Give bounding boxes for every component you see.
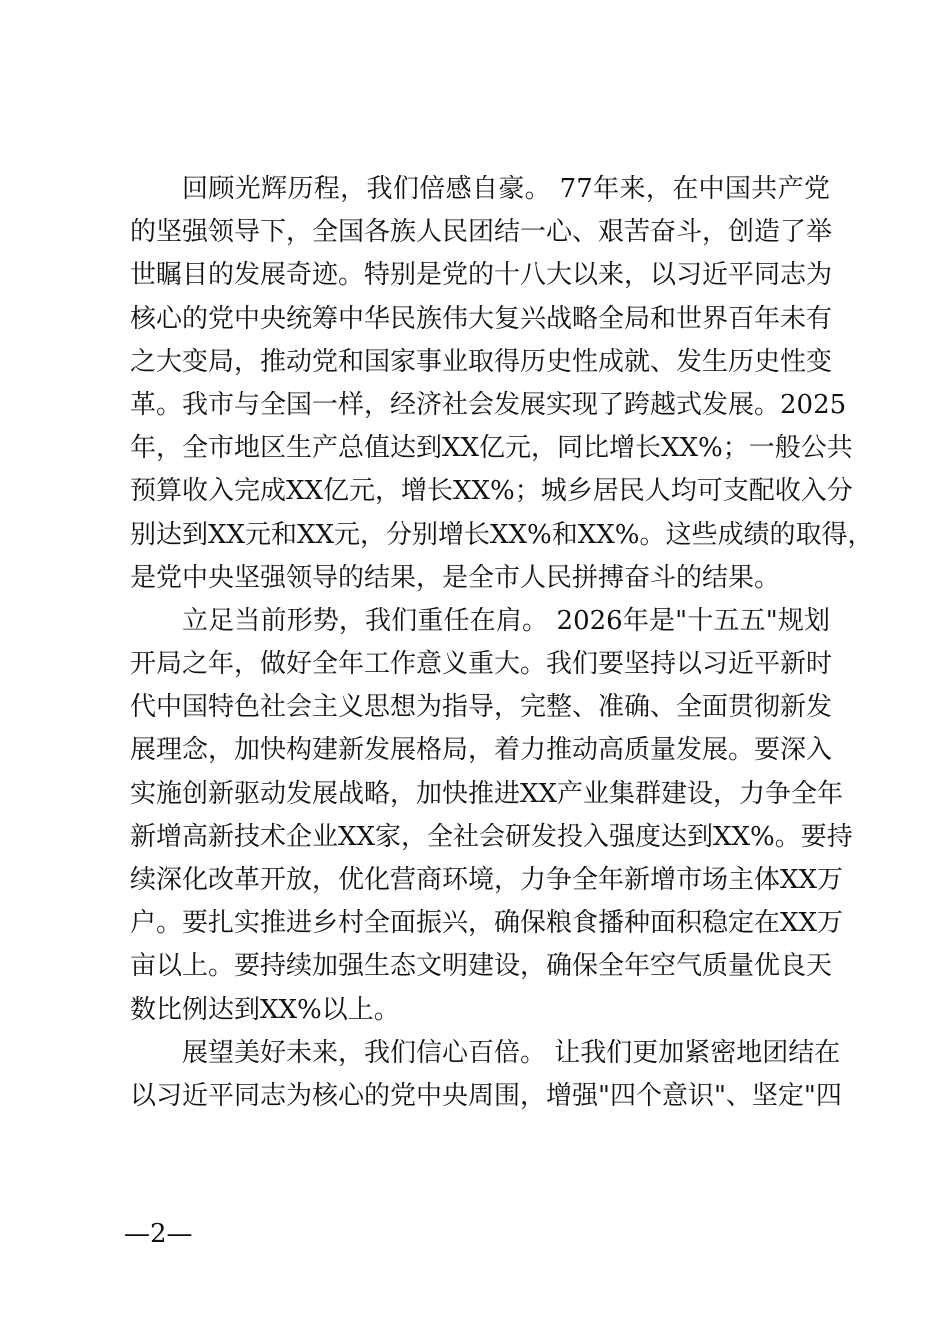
text-line: 展理念，加快构建新发展格局，着力推动高质量发展。要深入 <box>130 735 833 766</box>
text-line: 代中国特色社会主义思想为指导，完整、准确、全面贯彻新发 <box>130 692 833 723</box>
paragraph-current-situation <box>130 600 853 1032</box>
text-line: 数比例达到XX%以上。 <box>130 994 400 1025</box>
text-line: 开局之年，做好全年工作意义重大。我们要坚持以习近平新时 <box>130 649 833 680</box>
text-line: 回顾光辉历程，我们倍感自豪。 77年来，在中国共产党 <box>182 174 830 204</box>
paragraph-future-outlook <box>130 1032 842 1118</box>
text-line: 是党中央坚强领导的结果，是全市人民拼搏奋斗的结果。 <box>130 562 781 593</box>
text-line: 革。我市与全国一样，经济社会发展实现了跨越式发展。2025 <box>130 389 847 420</box>
text-line: 亩以上。要持续加强生态文明建设，确保全年空气质量优良天 <box>130 951 833 982</box>
text-line: 续深化改革开放，优化营商环境，力争全年新增市场主体XX万 <box>130 865 844 895</box>
page-number: —2— <box>124 1219 193 1249</box>
text-line: 之大变局，推动党和国家事业取得历史性成就、发生历史性变 <box>130 346 833 377</box>
text-line: 年，全市地区生产总值达到XX亿元，同比增长XX%；一般公共 <box>130 433 853 464</box>
text-line: 世瞩目的发展奇迹。特别是党的十八大以来，以习近平同志为 <box>130 260 833 291</box>
document-body <box>130 168 874 1118</box>
text-line: 核心的党中央统筹中华民族伟大复兴战略全局和世界百年未有 <box>130 303 833 334</box>
text-line: 预算收入完成XX亿元，增长XX%；城乡居民人均可支配收入分 <box>130 476 853 507</box>
paragraph-review <box>130 168 874 600</box>
text-line: 实施创新驱动发展战略，加快推进XX产业集群建设，力争全年 <box>130 778 844 809</box>
text-line: 别达到XX元和XX元，分别增长XX%和XX%。这些成绩的取得， <box>130 519 874 550</box>
text-line: 展望美好未来，我们信心百倍。 让我们更加紧密地团结在 <box>182 1037 841 1068</box>
text-line: 的坚强领导下，全国各族人民团结一心、艰苦奋斗，创造了举 <box>130 217 833 248</box>
text-line: 以习近平同志为核心的党中央周围，增强"四个意识"、坚定"四 <box>130 1080 842 1111</box>
text-line: 户。要扎实推进乡村全面振兴，确保粮食播种面积稳定在XX万 <box>130 908 844 939</box>
text-line: 新增高新技术企业XX家，全社会研发投入强度达到XX%。要持 <box>130 821 853 852</box>
text-line: 立足当前形势，我们重任在肩。 2026年是"十五五"规划 <box>182 605 830 636</box>
